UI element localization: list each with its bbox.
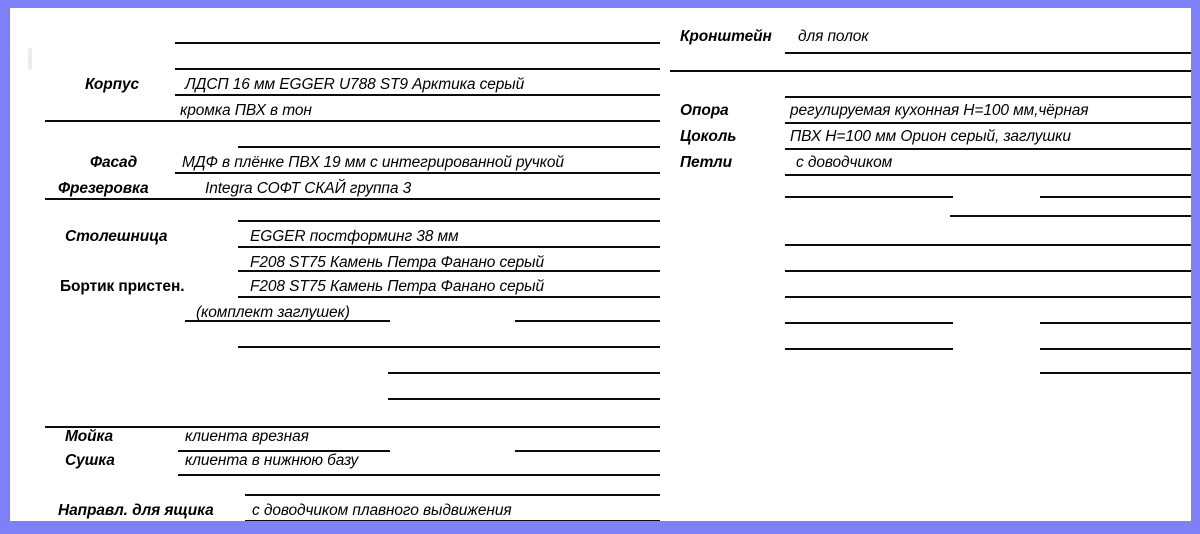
rule-line — [1040, 322, 1191, 324]
label-moyka: Мойка — [65, 428, 114, 445]
rule-line — [245, 520, 660, 521]
rule-line — [785, 52, 1191, 54]
label-petli: Петли — [680, 154, 732, 171]
rule-line — [175, 68, 660, 70]
label-napravl-dlya-yashchika: Направл. для ящика — [58, 502, 214, 519]
rule-line — [785, 148, 1191, 150]
label-frezerovka: Фрезеровка — [58, 180, 149, 197]
rule-line — [238, 146, 660, 148]
rule-line — [785, 174, 1191, 176]
rule-line — [238, 220, 660, 222]
rule-line — [238, 246, 660, 248]
label-cokol: Цоколь — [680, 128, 737, 145]
rule-line — [785, 96, 1191, 98]
value-sushka[interactable]: клиента в нижнюю базу — [185, 452, 359, 469]
form-sheet — [10, 8, 1191, 521]
rule-line — [785, 196, 953, 198]
value-korpus-line1[interactable]: ЛДСП 16 мм EGGER U788 ST9 Арктика серый — [185, 76, 525, 93]
value-napravl-dlya-yashchika[interactable]: с доводчиком плавного выдвижения — [252, 502, 512, 519]
value-cokol[interactable]: ПВХ Н=100 мм Орион серый, заглушки — [790, 128, 1071, 145]
value-opora[interactable]: регулируемая кухонная Н=100 мм,чёрная — [790, 102, 1089, 119]
paper-smudge — [28, 48, 32, 70]
value-petli[interactable]: с доводчиком — [796, 154, 893, 171]
rule-line — [238, 346, 660, 348]
label-sushka: Сушка — [65, 452, 115, 469]
value-korpus-line2[interactable]: кромка ПВХ в тон — [180, 102, 312, 119]
value-kronshteyn[interactable]: для полок — [798, 28, 869, 45]
value-moyka[interactable]: клиента врезная — [185, 428, 309, 445]
rule-line — [178, 474, 660, 476]
rule-line — [238, 296, 660, 298]
rule-line — [1040, 348, 1191, 350]
label-opora: Опора — [680, 102, 729, 119]
rule-line — [1040, 196, 1191, 198]
rule-line — [785, 348, 953, 350]
rule-line — [45, 120, 660, 122]
rule-line — [515, 450, 660, 452]
rule-line — [950, 215, 1191, 217]
rule-line — [1040, 372, 1191, 374]
rule-line — [785, 322, 953, 324]
value-fasad[interactable]: МДФ в плёнке ПВХ 19 мм с интегрированной ручкой — [182, 154, 564, 171]
value-bortik-zaglushki[interactable]: (комплект заглушек) — [196, 304, 350, 321]
rule-line — [388, 398, 660, 400]
rule-line — [175, 172, 660, 174]
rule-line — [670, 70, 1191, 72]
rule-line — [785, 122, 1191, 124]
rule-line — [388, 372, 660, 374]
label-kronshteyn: Кронштейн — [680, 28, 772, 45]
rule-line — [785, 296, 1191, 298]
rule-line — [785, 244, 1191, 246]
rule-line — [45, 426, 660, 428]
value-stoleshnica-line1[interactable]: EGGER постформинг 38 мм — [250, 228, 459, 245]
rule-line — [245, 494, 660, 496]
rule-line — [785, 270, 1191, 272]
label-stoleshnica: Столешница — [65, 228, 168, 245]
rule-line — [515, 320, 660, 322]
value-bortik-pristen[interactable]: F208 ST75 Камень Петра Фанано серый — [250, 278, 545, 295]
label-fasad: Фасад — [90, 154, 138, 171]
label-korpus: Корпус — [85, 76, 139, 93]
rule-line — [45, 198, 660, 200]
rule-line — [175, 94, 660, 96]
label-bortik-pristen: Бортик пристен. — [60, 278, 185, 295]
value-stoleshnica-line2[interactable]: F208 ST75 Камень Петра Фанано серый — [250, 254, 545, 271]
rule-line — [175, 42, 660, 44]
value-frezerovka[interactable]: Integra СОФТ СКАЙ группа 3 — [205, 180, 412, 197]
